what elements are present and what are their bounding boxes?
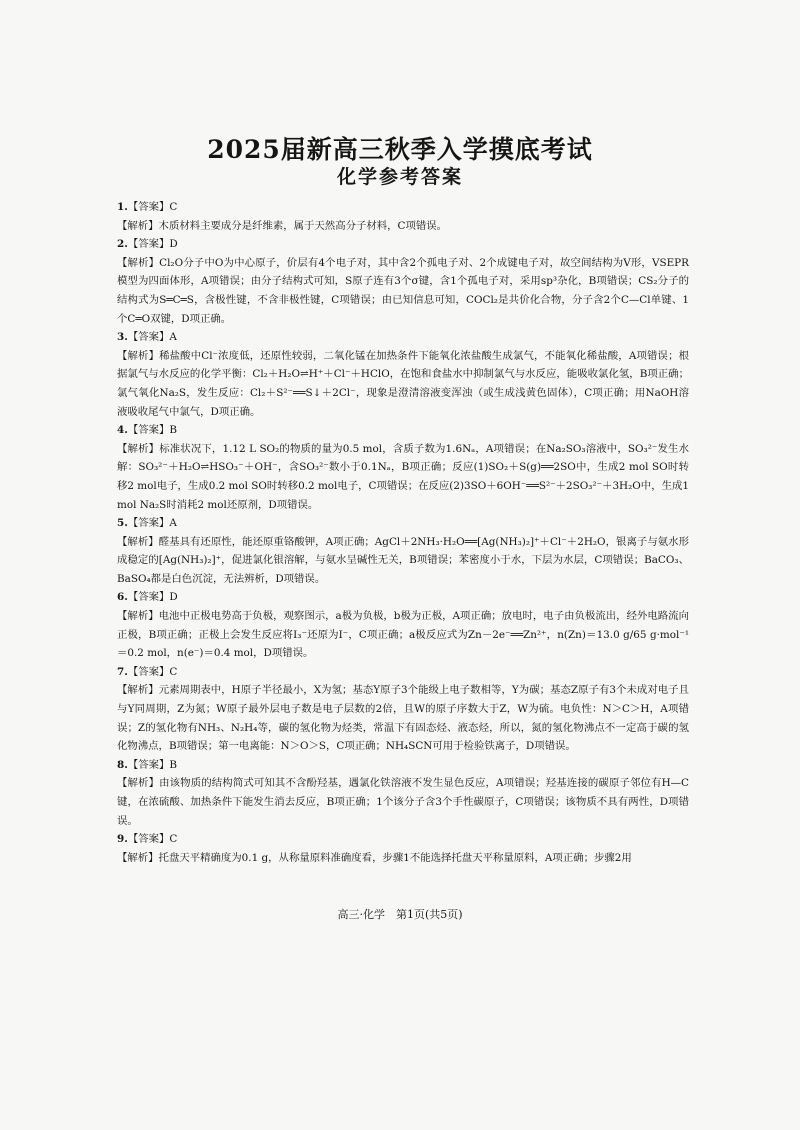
answer-line — [117, 514, 689, 533]
answer-text: 【答案】C — [127, 665, 178, 678]
answer-text: 【答案】C — [127, 201, 178, 213]
question-2 — [117, 235, 689, 328]
answer-line — [117, 756, 689, 775]
answer-line — [117, 328, 689, 347]
answer-line — [117, 663, 689, 682]
answer-text: 【答案】C — [127, 833, 178, 846]
question-6 — [117, 588, 689, 662]
question-3 — [117, 328, 689, 421]
explanation-text: 【解析】稀盐酸中Cl⁻浓度低，还原性较弱，二氧化锰在加热条件下能氧化浓盐酸生成氯气，不能氧化稀盐酸，A项错误；根据氯气与水反应的化学平衡：Cl₂＋H₂O⇌H⁺＋Cl⁻＋HClO，在饱和食盐水中抑制氯气与水反应，能吸收氯化氢，B项正确；氯气氧化Na₂S，发生反应：Cl₂＋S²⁻══S↓＋2Cl⁻，现象是澄清溶液变浑浊（或生成浅黄色固体），C项正确；用NaOH溶液吸收尾气中氯气，D项正确。 — [117, 349, 689, 418]
answer-text: 【答案】A — [127, 517, 177, 530]
question-5 — [117, 514, 689, 588]
answer-line — [117, 235, 689, 254]
answer-text: 【答案】D — [127, 591, 178, 604]
explanation-text: 【解析】醛基具有还原性，能还原重铬酸钾，A项正确；AgCl＋2NH₃·H₂O══[Ag(NH₃)₂]⁺＋Cl⁻＋2H₂O，银离子与氨水形成稳定的[Ag(NH₃)₂]⁺，促进氯化银溶解，与氨水呈碱性无关，B项错误；苯密度小于水，下层为水层，C项错误；BaCO₃、BaSO₄都是白色沉淀，无法辨析，D项错误。 — [117, 535, 689, 585]
answer-line — [117, 198, 689, 217]
question-number: 6. — [117, 591, 128, 604]
explanation-text: 【解析】Cl₂O分子中O为中心原子，价层有4个电子对，其中含2个孤电子对、2个成键电子对，故空间结构为V形，VSEPR模型为四面体形，A项错误；由分子结构式可知，S原子连有3个σ键，含1个孤电子对，采用sp³杂化，B项错误；CS₂分子的结构式为S═C═S，含极性键，不含非极性键，C项错误；由已知信息可知，COCl₂是共价化合物，分子含2个C—Cl单键、1个C═O双键，D项正确。 — [117, 256, 689, 325]
explanation-text: 【解析】电池中正极电势高于负极，观察图示，a极为负极，b极为正极，A项正确；放电时，电子由负极流出，经外电路流向正极，B项正确；正极上会发生反应将I₃⁻还原为I⁻，C项正确；a极反应式为Zn－2e⁻══Zn²⁺，n(Zn)＝13.0 g/65 g·mol⁻¹＝0.2 mol，n(e⁻)＝0.4 mol，D项错误。 — [117, 610, 689, 660]
explanation-text: 【解析】木质材料主要成分是纤维素，属于天然高分子材料，C项错误。 — [117, 219, 448, 232]
explanation-text: 【解析】由该物质的结构简式可知其不含酚羟基，遇氯化铁溶液不发生显色反应，A项错误；羟基连接的碳原子邻位有H—C键，在浓硫酸、加热条件下能发生消去反应，B项正确；1个该分子含3个手性碳原子，C项错误；该物质不具有两性，D项错误。 — [117, 777, 689, 827]
question-1 — [117, 198, 689, 235]
question-9 — [117, 830, 689, 867]
answer-text: 【答案】B — [127, 758, 178, 771]
page-title: 2025届新高三秋季入学摸底考试 — [207, 135, 593, 164]
question-number: 4. — [117, 424, 128, 437]
answer-list — [117, 198, 689, 867]
question-number: 7. — [117, 665, 128, 678]
answer-text: 【答案】A — [127, 331, 177, 344]
answer-text: 【答案】D — [127, 238, 178, 251]
explanation-text: 【解析】托盘天平精确度为0.1 g，从称量原料准确度看，步骤1不能选择托盘天平称量原料，A项正确；步骤2用 — [117, 851, 632, 864]
answer-text: 【答案】B — [127, 424, 178, 437]
question-7 — [117, 663, 689, 756]
question-number: 8. — [117, 758, 128, 771]
answer-line — [117, 830, 689, 849]
answer-line — [117, 588, 689, 607]
question-8 — [117, 756, 689, 830]
question-number: 2. — [117, 238, 128, 251]
explanation-text: 【解析】元素周期表中，H原子半径最小，X为氢；基态Y原子3个能级上电子数相等，Y为碳；基态Z原子有3个未成对电子且与Y同周期，Z为氮；W原子最外层电子数是电子层数的2倍，且W的原子序数大于Z，W为硫。电负性：N＞C＞H，A项错误；Z的氢化物有NH₃、N₂H₄等，碳的氢化物为烃类，常温下有固态烃、液态烃，所以，氮的氢化物沸点不一定高于碳的氢化物沸点，B项错误；第一电离能：N＞O＞S，C项正确；NH₄SCN可用于检验铁离子，D项错误。 — [117, 684, 689, 753]
explanation-text: 【解析】标准状况下，1.12 L SO₂的物质的量为0.5 mol，含质子数为1.6Nₐ，A项错误；在Na₂SO₃溶液中，SO₃²⁻发生水解：SO₃²⁻＋H₂O⇌HSO₃⁻＋OH⁻，含SO₃²⁻数小于0.1Nₐ，B项正确；反应(1)SO₂＋S(g)══2SO中，生成2 mol SO时转移2 mol电子，生成0.2 mol SO时转移0.2 mol电子，C项错误；在反应(2)3SO＋6OH⁻══S²⁻＋2SO₃²⁻＋3H₂O中，生成1 mol Na₂S时消耗2 mol还原剂，D项错误。 — [117, 442, 689, 511]
question-number: 5. — [117, 517, 128, 530]
question-number: 1. — [117, 201, 128, 213]
answer-line — [117, 421, 689, 440]
page-subtitle: 化学参考答案 — [336, 166, 463, 188]
page-footer: 高三·化学 第1页(共5页) — [337, 908, 463, 921]
question-number: 9. — [117, 833, 128, 846]
question-number: 3. — [117, 331, 128, 344]
question-4 — [117, 421, 689, 514]
